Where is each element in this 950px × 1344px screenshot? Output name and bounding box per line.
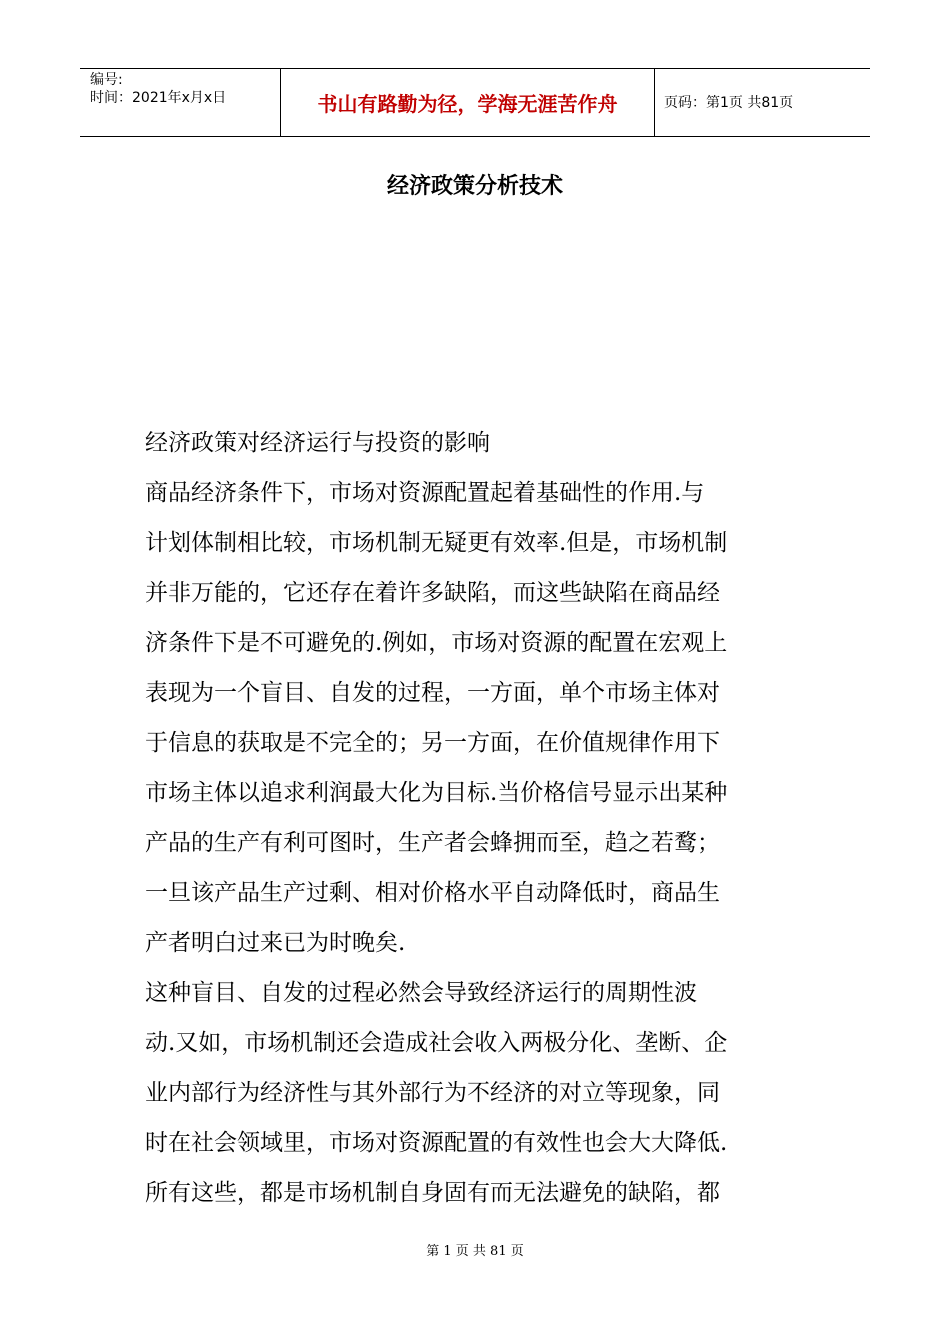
body-line: 计划体制相比较，市场机制无疑更有效率.但是，市场机制	[145, 530, 728, 556]
body-line: 动.又如，市场机制还会造成社会收入两极分化、垄断、企	[145, 1030, 728, 1056]
body-line: 一旦该产品生产过剩、相对价格水平自动降低时，商品生	[145, 880, 720, 906]
body-line: 时在社会领域里，市场对资源配置的有效性也会大大降低.	[145, 1130, 728, 1156]
body-line: 这种盲目、自发的过程必然会导致经济运行的周期性波	[145, 980, 697, 1006]
header-motto-cell	[280, 69, 655, 136]
body-line: 业内部行为经济性与其外部行为不经济的对立等现象，同	[145, 1080, 720, 1106]
body-line: 经济政策对经济运行与投资的影响	[145, 430, 490, 456]
body-line: 于信息的获取是不完全的；另一方面，在价值规律作用下	[145, 730, 720, 756]
document-time-label: 时间：2021年x月x日	[90, 90, 227, 106]
header-table	[80, 68, 870, 137]
document-number-label: 编号:	[90, 72, 123, 88]
body-line: 产品的生产有利可图时，生产者会蜂拥而至，趋之若鹜；	[145, 830, 720, 856]
header-meta-cell	[80, 69, 280, 136]
body-line: 商品经济条件下，市场对资源配置起着基础性的作用.与	[145, 480, 705, 506]
body-line: 所有这些，都是市场机制自身固有而无法避免的缺陷，都	[145, 1180, 720, 1206]
header-page-cell	[654, 69, 870, 136]
body-line: 表现为一个盲目、自发的过程，一方面，单个市场主体对	[145, 680, 720, 706]
body-line: 济条件下是不可避免的.例如，市场对资源的配置在宏观上	[145, 630, 728, 656]
document-title: 经济政策分析技术	[386, 173, 563, 199]
page-footer: 第 1 页 共 81 页	[426, 1244, 524, 1259]
body-line: 市场主体以追求利润最大化为目标.当价格信号显示出某种	[145, 780, 728, 806]
header-page-info: 页码：第1页 共81页	[664, 95, 794, 111]
header-motto: 书山有路勤为径，学海无涯苦作舟	[317, 92, 618, 116]
body-line: 产者明白过来已为时晚矣.	[145, 930, 406, 956]
body-line: 并非万能的，它还存在着许多缺陷，而这些缺陷在商品经	[145, 580, 720, 606]
document-body	[145, 418, 810, 1218]
